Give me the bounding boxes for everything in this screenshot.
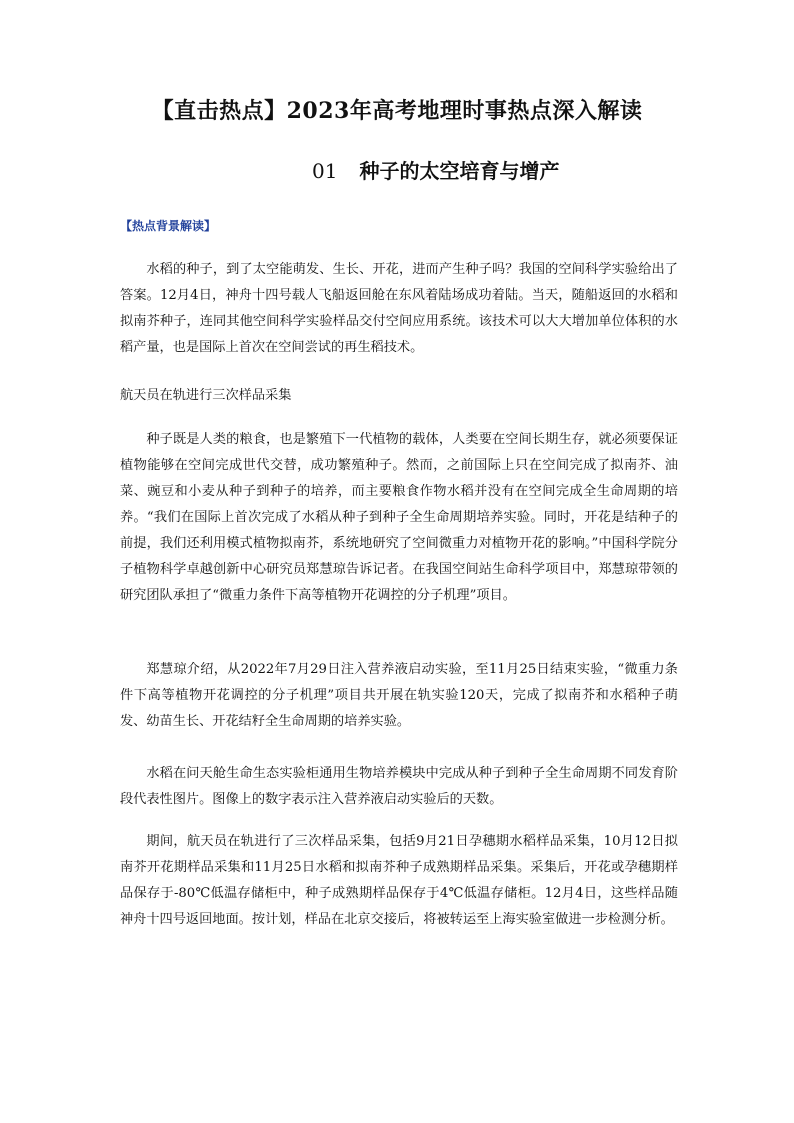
document-subtitle xyxy=(312,154,559,188)
paragraph-intro: 水稻的种子，到了太空能萌发、生长、开花，进而产生种子吗？我国的空间科学实验给出了答案。12月4日，神舟十四号载人飞船返回舱在东风着陆场成功着陆。当天，随船返回的水稻和拟南芥种子，连同其他空间科学实验样品交付空间应用系统。该技术可以大大增加单位体积的水稻产量，也是国际上首次在空间尝试的再生稻技术。 xyxy=(120,262,678,355)
paragraph-experiment: 郑慧琼介绍，从2022年7月29日注入营养液启动实验，至11月25日结束实验，“微重力条件下高等植物开花调控的分子机理”项目共开展在轨实验120天，完成了拟南芥和水稻种子萌发、幼苗生长、开花结籽全生命周期的培养实验。 xyxy=(120,662,678,729)
subtitle-text: 种子的太空培育与增产 xyxy=(359,159,560,183)
subheading: 航天员在轨进行三次样品采集 xyxy=(120,388,292,403)
document-title: 【直击热点】2023年高考地理时事热点深入解读 xyxy=(151,98,643,124)
paragraph-seeds: 种子既是人类的粮食，也是繁殖下一代植物的载体，人类要在空间长期生存，就必须要保证植物能够在空间完成世代交替，成功繁殖种子。然而，之前国际上只在空间完成了拟南芥、油菜、豌豆和小麦从种子到种子的培养，而主要粮食作物水稻并没有在空间完成全生命周期的培养。“我们在国际上首次完成了水稻从种子到种子全生命周期培养实验。同时，开花是结种子的前提，我们还利用模式植物拟南芥，系统地研究了空间微重力对植物开花的影响。”中国科学院分子植物科学卓越创新中心研究员郑慧琼告诉记者。在我国空间站生命科学项目中，郑慧琼带领的研究团队承担了“微重力条件下高等植物开花调控的分子机理”项目。 xyxy=(120,432,678,603)
section-label: 【热点背景解读】 xyxy=(120,219,217,233)
paragraph-images: 水稻在问天舱生命生态实验柜通用生物培养模块中完成从种子到种子全生命周期不同发育阶段代表性图片。图像上的数字表示注入营养液启动实验后的天数。 xyxy=(120,766,678,807)
subtitle-number: 01 xyxy=(312,159,338,183)
paragraph-sampling: 期间，航天员在轨进行了三次样品采集，包括9月21日孕穗期水稻样品采集，10月12日拟南芥开花期样品采集和11月25日水稻和拟南芥种子成熟期样品采集。采集后，开花或孕穗期样品保存于-80℃低温存储柜中，种子成熟期样品保存于4℃低温存储柜。12月4日，这些样品随神舟十四号返回地面。按计划，样品在北京交接后，将被转运至上海实验室做进一步检测分析。 xyxy=(120,834,678,927)
